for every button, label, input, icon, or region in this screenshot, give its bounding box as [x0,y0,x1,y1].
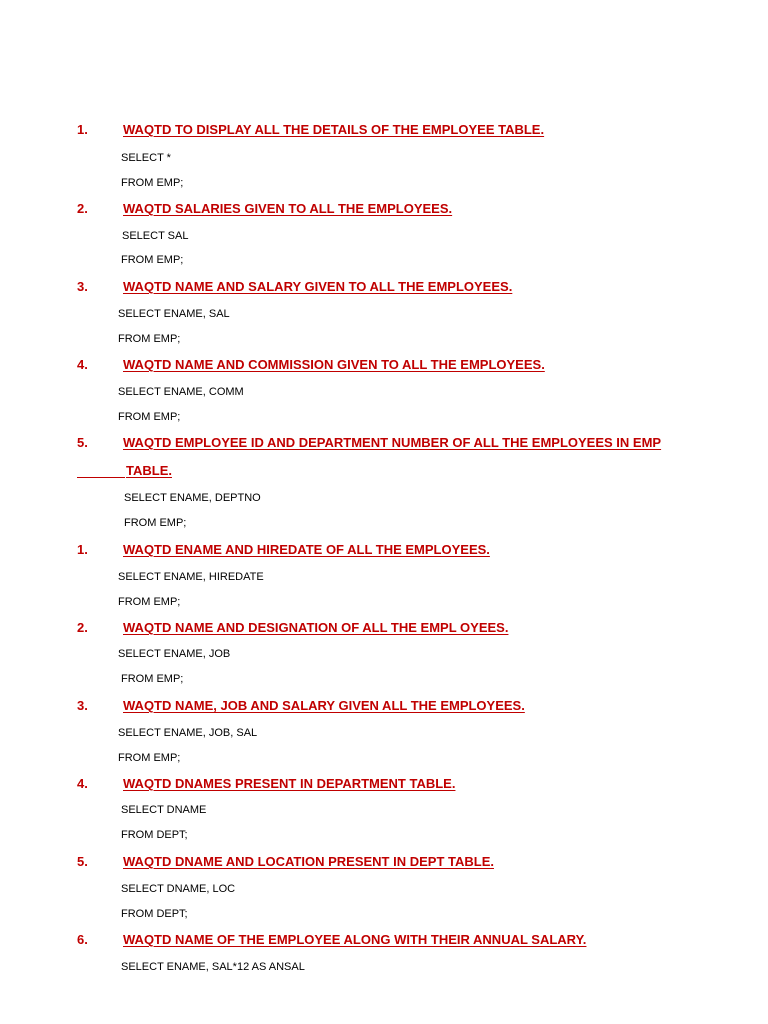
question-number: 4. [77,776,88,791]
sql-code-line: FROM EMP; [121,673,184,685]
question-number: 4. [77,357,88,372]
question-number: 5. [77,854,88,869]
sql-code-line: SELECT SAL [122,230,189,242]
sql-code-line: SELECT DNAME [121,804,207,816]
question-text: WAQTD SALARIES GIVEN TO ALL THE EMPLOYEES. [123,201,453,216]
question-text: WAQTD TO DISPLAY ALL THE DETAILS OF THE EMPLOYEE TABLE. [123,122,545,137]
question-number: 3. [77,279,88,294]
question-text: WAQTD NAME, JOB AND SALARY GIVEN ALL THE EMPLOYEES. [123,698,525,713]
sql-code-line: SELECT ENAME, SAL*12 AS ANSAL [121,961,305,973]
question-number: 6. [77,932,88,947]
sql-code-line: SELECT ENAME, DEPTNO [124,492,261,504]
sql-code-line: FROM EMP; [118,596,181,608]
question-text: WAQTD NAME AND SALARY GIVEN TO ALL THE EMPLOYEES. [123,279,513,294]
question-heading [0,355,768,375]
question-heading [0,696,768,716]
sql-code-line: FROM DEPT; [121,829,188,841]
question-number: 1. [77,122,88,137]
question-heading [0,852,768,872]
question-text: WAQTD DNAME AND LOCATION PRESENT IN DEPT TABLE. [123,854,494,869]
question-heading [0,618,768,638]
question-continuation [77,461,172,481]
sql-code-line: SELECT * [121,152,171,164]
question-text: WAQTD ENAME AND HIREDATE OF ALL THE EMPLOYEES. [123,542,490,557]
question-number: 5. [77,435,88,450]
question-heading [0,774,768,794]
sql-code-line: SELECT ENAME, SAL [118,308,230,320]
underline-rule [77,477,125,478]
question-heading [0,277,768,297]
question-continuation-text: TABLE. [126,463,172,478]
question-heading [0,433,768,478]
question-heading [0,120,768,140]
sql-code-line: FROM EMP; [121,177,184,189]
question-heading [0,930,768,950]
question-text: WAQTD EMPLOYEE ID AND DEPARTMENT NUMBER OF ALL THE EMPLOYEES IN EMP [123,435,662,450]
sql-code-line: FROM DEPT; [121,908,188,920]
sql-code-line: SELECT ENAME, COMM [118,386,244,398]
sql-code-line: SELECT DNAME, LOC [121,883,236,895]
sql-code-line: FROM EMP; [118,411,181,423]
sql-code-line: FROM EMP; [118,752,181,764]
question-number: 2. [77,201,88,216]
sql-code-line: SELECT ENAME, JOB, SAL [118,727,258,739]
question-number: 1. [77,542,88,557]
sql-code-line: SELECT ENAME, HIREDATE [118,571,264,583]
question-text: WAQTD DNAMES PRESENT IN DEPARTMENT TABLE. [123,776,456,791]
question-text: WAQTD NAME AND COMMISSION GIVEN TO ALL THE EMPLOYEES. [123,357,545,372]
sql-code-line: FROM EMP; [121,254,184,266]
question-text: WAQTD NAME AND DESIGNATION OF ALL THE EMPL OYEES. [123,620,509,635]
sql-code-line: FROM EMP; [118,333,181,345]
question-text: WAQTD NAME OF THE EMPLOYEE ALONG WITH THEIR ANNUAL SALARY. [123,932,587,947]
question-heading [0,540,768,560]
question-number: 2. [77,620,88,635]
question-number: 3. [77,698,88,713]
question-heading [0,199,768,219]
sql-code-line: FROM EMP; [124,517,187,529]
sql-code-line: SELECT ENAME, JOB [118,648,231,660]
